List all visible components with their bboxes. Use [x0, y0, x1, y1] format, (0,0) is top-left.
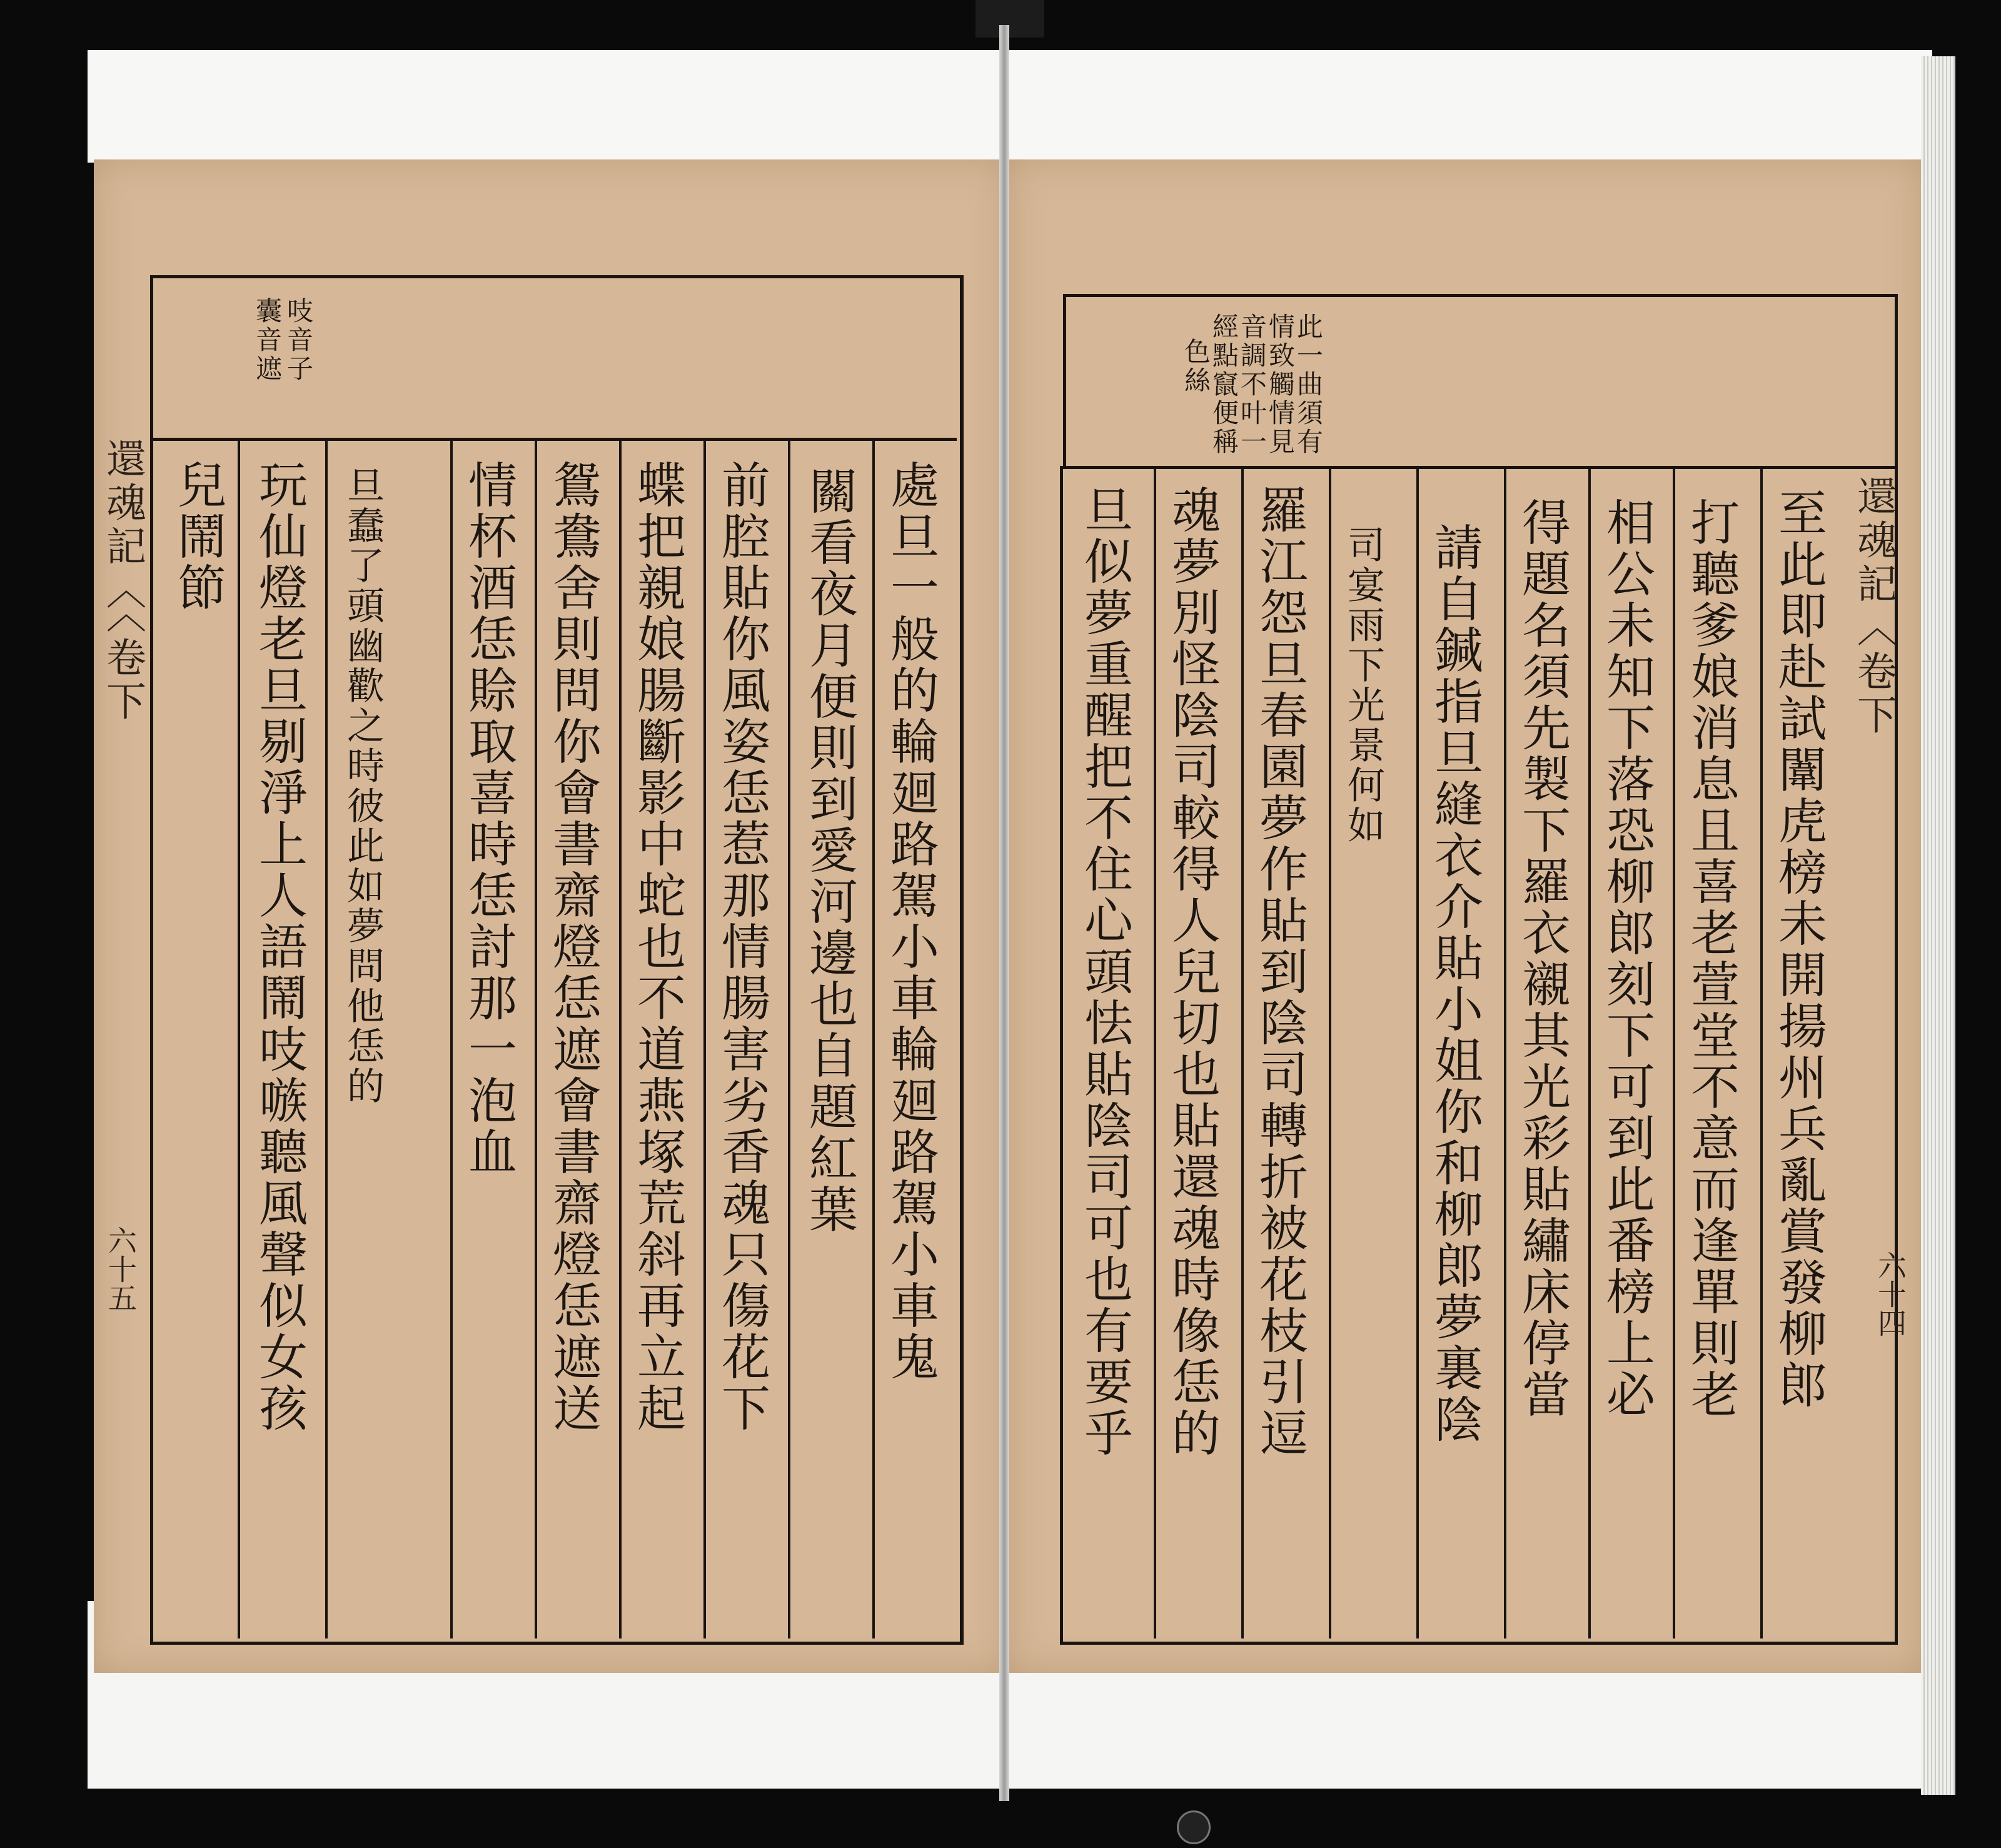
left-column-1: 處旦一般的輪廻路駕小車輪廻路駕小車鬼	[882, 460, 939, 1383]
right-column-1: 至此即赴試闈虎榜未開揚州兵亂賞發柳郎	[1770, 488, 1827, 1411]
right-head-note-2: 情致觸情見	[1265, 313, 1296, 457]
right-head-note-4: 經點竄便稱	[1209, 313, 1239, 457]
right-head-note-3: 音調不叶一	[1237, 313, 1268, 457]
book-top-edge	[88, 50, 1932, 163]
right-folio: 六十四	[1873, 1251, 1907, 1337]
left-column-2: 關看夜月便則到愛河邊也自題紅葉	[801, 466, 857, 1235]
left-column-7: 旦蠢了頭幽歡之時彼此如夢問他恁的	[341, 466, 385, 1106]
left-folio: 六十五	[104, 1226, 138, 1312]
right-column-3: 相公未知下落恐柳郎刻下可到此番榜上必	[1598, 497, 1655, 1420]
right-column-7: 羅江怨旦春園夢作貼到陰司轉折被花枝引逗	[1251, 485, 1308, 1459]
left-column-8: 玩仙燈老旦剔淨上人語鬧吱嗾聽風聲似女孩	[251, 460, 307, 1434]
left-head-note-2: 囊音遮	[252, 297, 283, 383]
right-running-head: 還魂記〈卷下	[1850, 475, 1897, 738]
left-head-note-1: 吱音子	[283, 297, 314, 383]
right-column-6: 司宴雨下光景何如	[1341, 525, 1385, 846]
left-column-9: 兒鬧節	[169, 460, 226, 613]
page-stack-edge	[1921, 56, 1955, 1795]
right-column-5: 請自鍼指旦縫衣介貼小姐你和柳郎夢裏陰	[1426, 522, 1483, 1445]
left-head-rule	[153, 438, 957, 441]
right-head-note-5: 色絲	[1181, 338, 1211, 395]
library-seal	[1177, 1810, 1211, 1844]
right-column-2: 打聽爹娘消息且喜老萱堂不意而逢單則老	[1683, 497, 1739, 1420]
right-head-note-1: 此一曲須有	[1293, 313, 1324, 457]
left-column-6: 情杯酒恁賒取喜時恁討那一泡血	[460, 460, 517, 1178]
right-column-8: 魂夢別怪陰司較得人兒切也貼還魂時像恁的	[1164, 485, 1220, 1459]
left-column-5: 鴛鴦舍則問你會書齋燈恁遮會書齋燈恁遮送	[545, 460, 601, 1434]
left-column-4: 蝶把親娘腸斷影中蛇也不道燕塚荒斜再立起	[629, 460, 685, 1434]
book-gutter	[999, 25, 1009, 1801]
left-running-head: 還魂記〈〈卷下	[99, 438, 146, 724]
right-column-9: 旦似夢重醒把不住心頭怯貼陰司可也有要乎	[1076, 485, 1132, 1459]
spine-clip	[975, 0, 1044, 38]
right-column-4: 得題名須先製下羅衣襯其光彩貼繡床停當	[1514, 497, 1570, 1420]
left-column-3: 前腔貼你風姿恁惹那情腸害劣香魂只傷花下	[713, 460, 770, 1434]
